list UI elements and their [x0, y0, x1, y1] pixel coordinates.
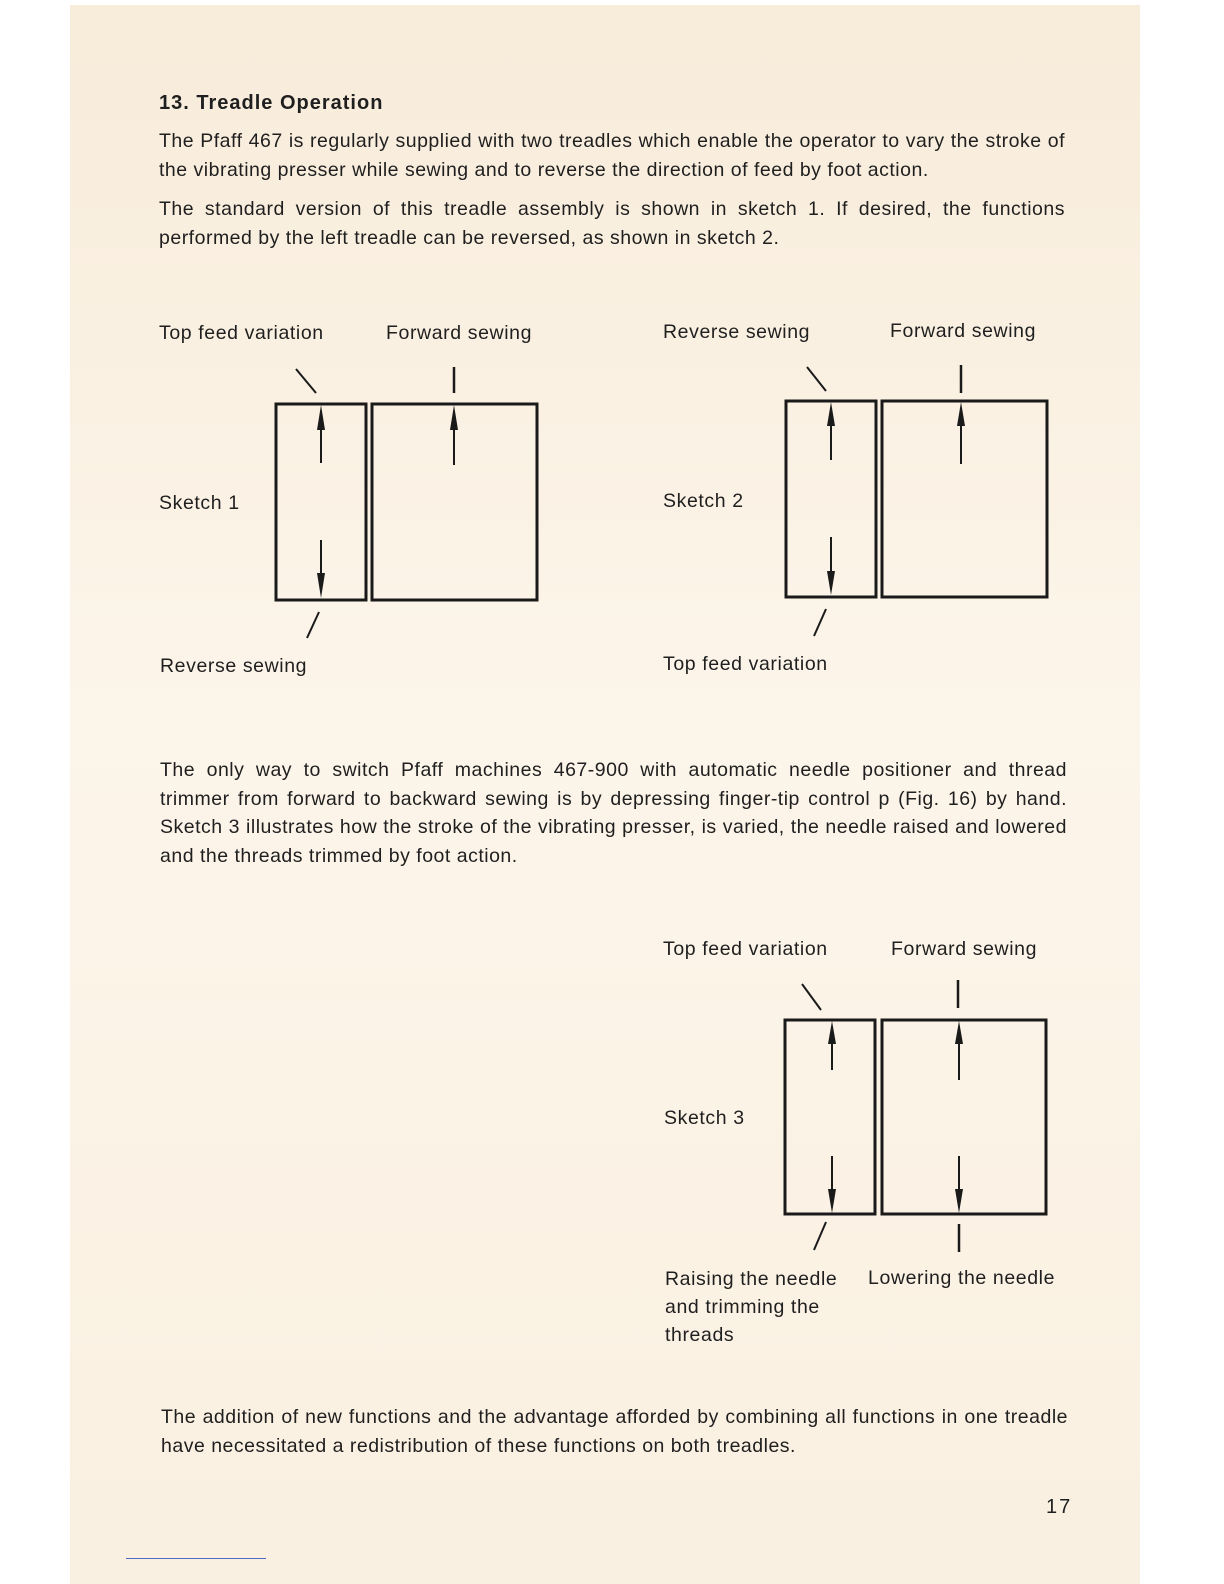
sketch2-label: Sketch 2	[663, 490, 744, 512]
sketch2-right-up-arrowhead	[957, 402, 965, 426]
intro-paragraph-1: The Pfaff 467 is regularly supplied with two treadles which enable the operator to vary the stroke of the vibrating presser while sewing and to reverse the direction of feed by foot action.	[159, 130, 1065, 181]
sketch1-left-top-leader	[296, 369, 316, 393]
footer-rule	[126, 1558, 266, 1559]
sketch3-left-down-arrowhead	[828, 1189, 836, 1213]
sketch3-left-up-arrowhead	[828, 1021, 836, 1044]
sketch1-label: Sketch 1	[159, 492, 240, 514]
sketch1-treadle-diagram	[240, 355, 560, 655]
sketch3-right-down-arrowhead	[955, 1189, 963, 1213]
sketch3-bottom-right-label: Lowering the needle	[868, 1267, 1056, 1289]
sketch3-right-up-arrowhead	[955, 1021, 963, 1044]
sketch3-right-treadle	[882, 1020, 1046, 1214]
sketch3-bottom-left-line-1: Raising the needle	[665, 1268, 838, 1290]
sketch3-bottom-left-line-2: and trimming the	[665, 1296, 820, 1318]
sketch3-bottom-left-line-3: threads	[665, 1324, 735, 1346]
sketch3-top-left-label: Top feed variation	[663, 938, 828, 960]
sketch1-left-up-arrowhead	[317, 405, 325, 430]
sketch1-right-up-arrowhead	[450, 405, 458, 430]
intro-paragraph-2: The standard version of this treadle assembly is shown in sketch 1. If desired, the functions performed by the left treadle can be reversed, as shown in sketch 2.	[159, 198, 1065, 249]
sketch3-top-right-label: Forward sewing	[891, 938, 1038, 960]
sketch3-left-treadle	[785, 1020, 875, 1214]
sketch2-top-right-label: Forward sewing	[890, 320, 1037, 342]
sketch3-left-bottom-leader	[814, 1222, 826, 1250]
page-number: 17	[1046, 1496, 1073, 1518]
sketch2-left-up-arrowhead	[827, 402, 835, 426]
sketch3-treadle-diagram	[750, 970, 1070, 1260]
sketch2-right-treadle	[882, 401, 1047, 597]
sketch2-treadle-diagram	[750, 353, 1070, 653]
sketch1-bottom-left-label: Reverse sewing	[160, 655, 308, 677]
sketch3-label: Sketch 3	[664, 1107, 745, 1129]
body-paragraph-3: The only way to switch Pfaff machines 467-900 with automatic needle positioner and thread trimmer from forward to backward sewing is by depressing finger-tip control p (Fig. 16) by hand. Sketch 3 illustrates how the stroke of the vibrating presser, is varied, the needle raised and lowered and the threads trimmed by foot action.	[160, 759, 1067, 867]
section-heading: 13. Treadle Operation	[159, 92, 384, 114]
sketch1-left-down-arrowhead	[317, 573, 325, 598]
sketch2-left-top-leader	[807, 367, 826, 391]
sketch2-bottom-left-label: Top feed variation	[663, 653, 828, 675]
sketch1-top-left-label: Top feed variation	[159, 322, 324, 344]
body-paragraph-4: The addition of new functions and the advantage afforded by combining all functions in one treadle have necessitated a redistribution of these functions on both treadles.	[161, 1406, 1068, 1457]
sketch1-left-bottom-leader	[307, 612, 319, 638]
sketch2-top-left-label: Reverse sewing	[663, 321, 811, 343]
sketch2-left-down-arrowhead	[827, 571, 835, 595]
sketch2-left-bottom-leader	[814, 609, 826, 636]
sketch3-left-top-leader	[802, 984, 821, 1010]
sketch1-top-right-label: Forward sewing	[386, 322, 533, 344]
